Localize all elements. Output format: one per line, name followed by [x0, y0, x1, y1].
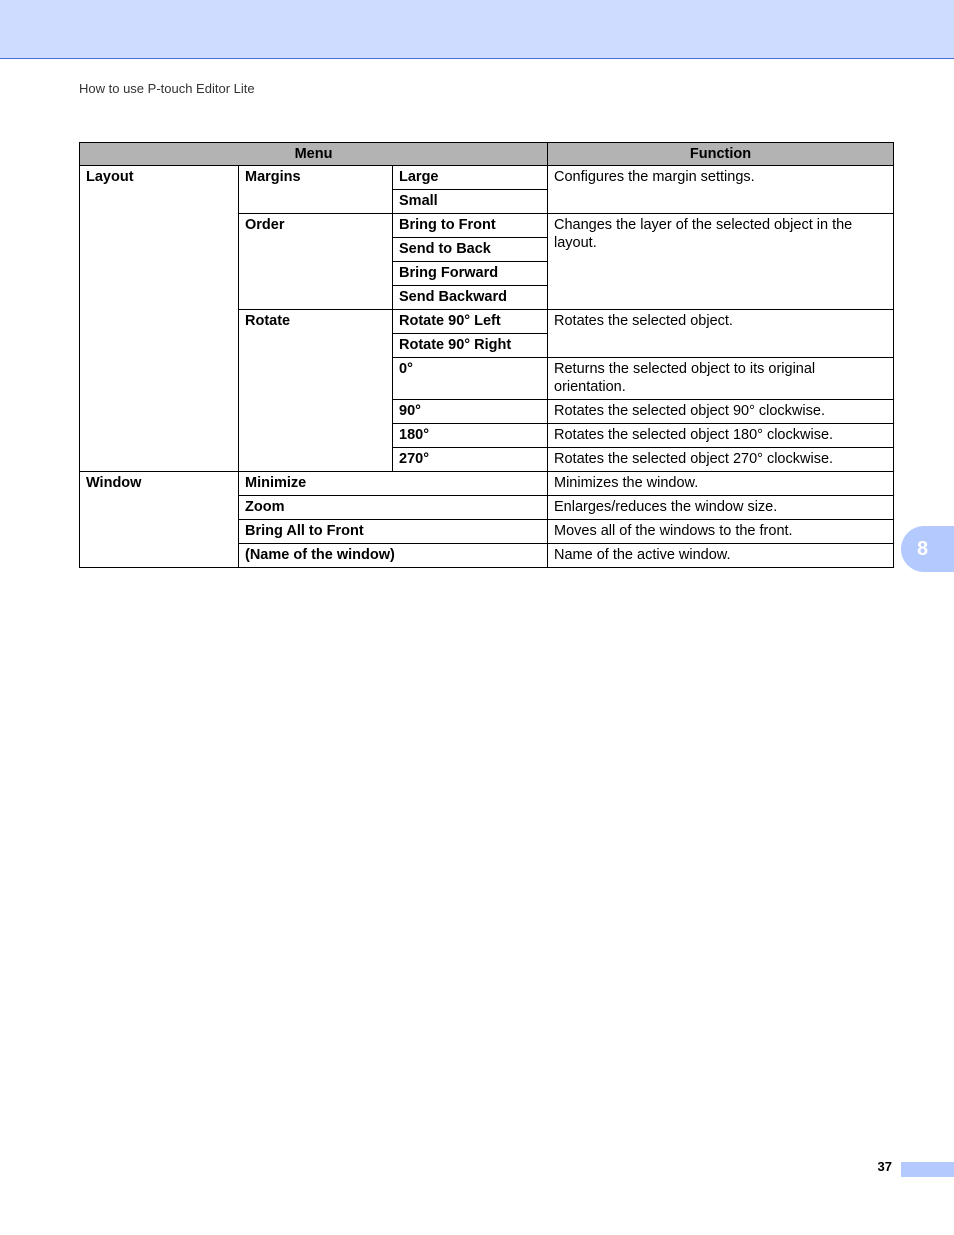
menu-item-minimize: Minimize [239, 472, 548, 496]
function-90-degrees: Rotates the selected object 90° clockwise. [548, 400, 894, 424]
table-header-row [80, 143, 894, 166]
menu-function-table [79, 142, 894, 568]
table-row [80, 166, 894, 190]
function-zoom: Enlarges/reduces the window size. [548, 496, 894, 520]
function-margins: Configures the margin settings. [548, 166, 894, 214]
page-number-bar [901, 1162, 954, 1177]
column-header-menu: Menu [80, 143, 548, 166]
menu-item-rotate-90-right: Rotate 90° Right [393, 334, 548, 358]
function-0-degrees: Returns the selected object to its original orientation. [548, 358, 894, 400]
page-number: 37 [877, 1159, 892, 1174]
menu-item-send-backward: Send Backward [393, 286, 548, 310]
menu-item-large: Large [393, 166, 548, 190]
submenu-rotate: Rotate [239, 310, 393, 472]
menu-item-bring-forward: Bring Forward [393, 262, 548, 286]
top-header-band [0, 0, 954, 59]
table-row [80, 472, 894, 496]
function-bring-all-to-front: Moves all of the windows to the front. [548, 520, 894, 544]
menu-item-small: Small [393, 190, 548, 214]
chapter-tab: 8 [901, 526, 954, 572]
menu-item-bring-to-front: Bring to Front [393, 214, 548, 238]
function-name-of-window: Name of the active window. [548, 544, 894, 568]
menu-layout: Layout [80, 166, 239, 472]
menu-item-rotate-90-left: Rotate 90° Left [393, 310, 548, 334]
function-270-degrees: Rotates the selected object 270° clockwise. [548, 448, 894, 472]
running-title: How to use P-touch Editor Lite [79, 81, 255, 96]
menu-item-bring-all-to-front: Bring All to Front [239, 520, 548, 544]
function-rotate: Rotates the selected object. [548, 310, 894, 358]
submenu-margins: Margins [239, 166, 393, 214]
submenu-order: Order [239, 214, 393, 310]
menu-item-zoom: Zoom [239, 496, 548, 520]
function-order: Changes the layer of the selected object in the layout. [548, 214, 894, 310]
menu-item-270-degrees: 270° [393, 448, 548, 472]
function-minimize: Minimizes the window. [548, 472, 894, 496]
function-180-degrees: Rotates the selected object 180° clockwise. [548, 424, 894, 448]
menu-item-180-degrees: 180° [393, 424, 548, 448]
menu-window: Window [80, 472, 239, 568]
menu-item-name-of-window: (Name of the window) [239, 544, 548, 568]
menu-item-90-degrees: 90° [393, 400, 548, 424]
menu-item-send-to-back: Send to Back [393, 238, 548, 262]
column-header-function: Function [548, 143, 894, 166]
menu-item-0-degrees: 0° [393, 358, 548, 400]
